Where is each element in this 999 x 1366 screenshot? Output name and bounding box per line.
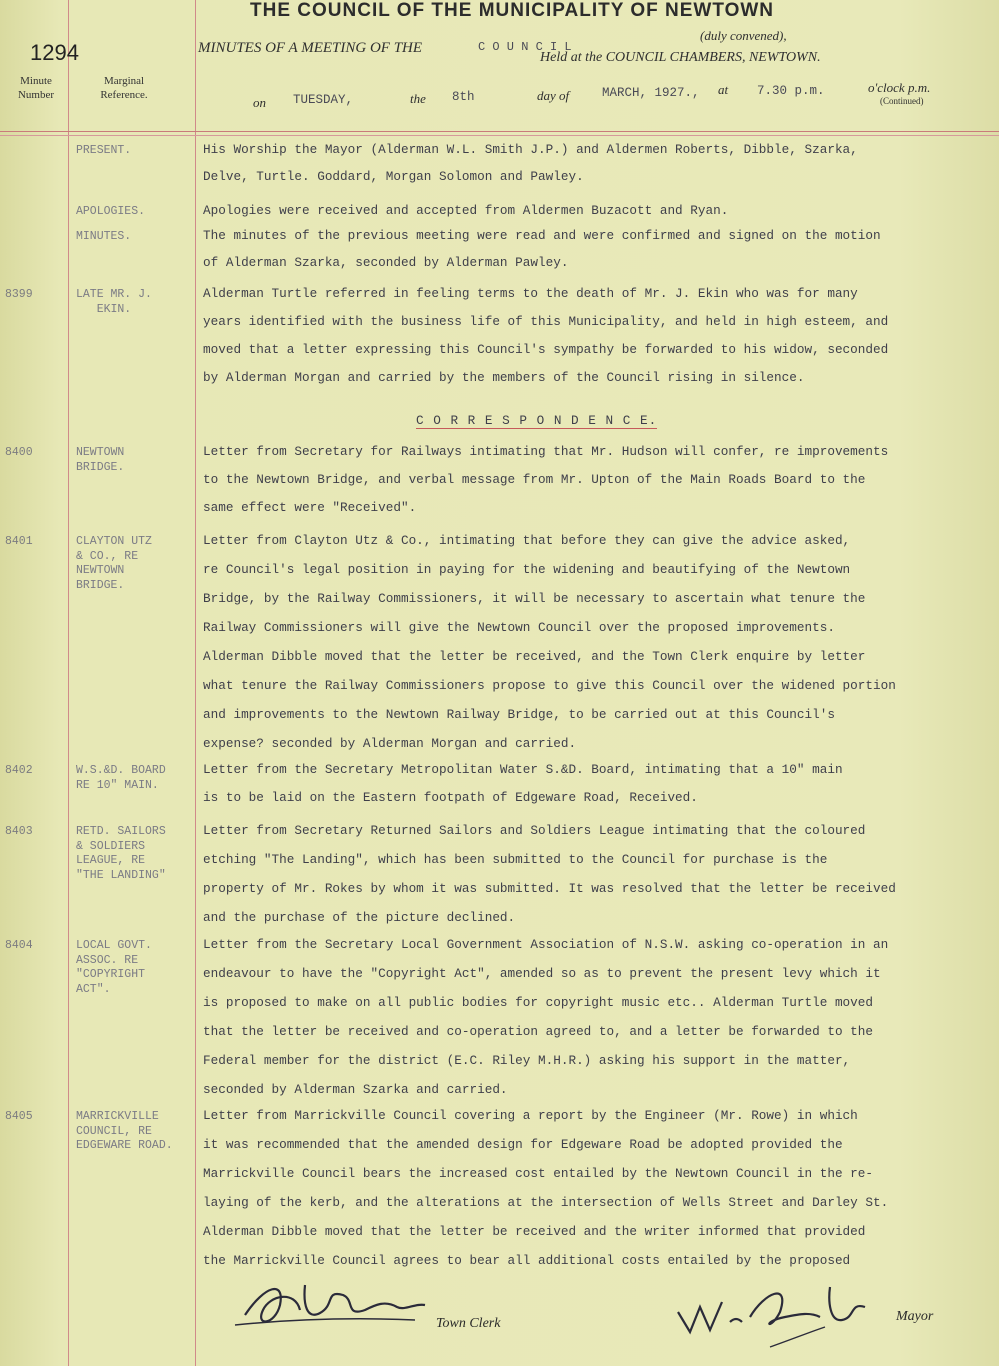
minute-text-line: The minutes of the previous meeting were read and were confirmed and signed on the motion	[203, 228, 881, 243]
marginal-reference: CLAYTON UTZ & CO., RE NEWTOWN BRIDGE.	[76, 535, 152, 592]
minute-text-line: and the purchase of the picture declined.	[203, 910, 516, 925]
minute-text-line: Letter from the Secretary Metropolitan Water S.&D. Board, intimating that a 10" main	[203, 762, 843, 777]
mayor-signature	[670, 1272, 890, 1352]
meeting-month-year: MARCH, 1927.,	[602, 86, 700, 100]
minute-number-column-rule	[68, 0, 69, 1366]
minute-text-line: the Marrickville Council agrees to bear all additional costs entailed by the proposed	[203, 1253, 851, 1268]
marginal-reference: LATE MR. J. EKIN.	[76, 288, 152, 316]
minute-number: 8401	[5, 535, 33, 548]
continued-label: (Continued)	[880, 96, 924, 106]
marginal-reference: LOCAL GOVT. ASSOC. RE "COPYRIGHT ACT".	[76, 939, 152, 996]
day-of-label: day of	[537, 88, 570, 103]
minute-text-line: laying of the kerb, and the alterations at the intersection of Wells Street and Darley St.	[203, 1195, 889, 1210]
minute-text-line: Letter from Secretary for Railways intimating that Mr. Hudson will confer, re improvements	[203, 444, 889, 459]
minute-text-line: Letter from Secretary Returned Sailors and Soldiers League intimating that the coloured	[203, 823, 866, 838]
minute-text-line: etching "The Landing", which has been submitted to the Council for purchase is the	[203, 852, 828, 867]
minute-number: 8402	[5, 764, 33, 777]
town-clerk-label: Town Clerk	[436, 1316, 501, 1331]
council-title: THE COUNCIL OF THE MUNICIPALITY OF NEWTOWN	[250, 0, 775, 21]
minute-number: 8404	[5, 939, 33, 952]
minute-text-line: by Alderman Morgan and carried by the members of the Council rising in silence.	[203, 370, 805, 385]
minute-text-line: His Worship the Mayor (Alderman W.L. Smith J.P.) and Aldermen Roberts, Dibble, Szarka,	[203, 142, 858, 157]
at-label: at	[718, 82, 729, 97]
meeting-date: 8th	[452, 90, 475, 104]
minute-text-line: to the Newtown Bridge, and verbal message from Mr. Upton of the Main Roads Board to the	[203, 472, 866, 487]
minute-text-line: of Alderman Szarka, seconded by Alderman Pawley.	[203, 255, 569, 270]
marginal-reference: MINUTES.	[76, 230, 132, 243]
minute-text-line: Letter from Marrickville Council covering a report by the Engineer (Mr. Rowe) in which	[203, 1108, 858, 1123]
marginal-reference-heading: Marginal Reference.	[100, 75, 148, 101]
minute-text-line: C O R R E S P O N D E N C E.	[416, 413, 658, 428]
header-rule	[0, 131, 999, 132]
minute-text-line: is to be laid on the Eastern footpath of Edgeware Road, Received.	[203, 790, 698, 805]
marginal-reference: APOLOGIES.	[76, 205, 146, 218]
minute-text-line: moved that a letter expressing this Council's sympathy be forwarded to his widow, seconded	[203, 342, 889, 357]
duly-convened-label: (duly convened),	[700, 28, 787, 43]
minute-text-line: Letter from the Secretary Local Government Association of N.S.W. asking co-operation in an	[203, 937, 889, 952]
minute-number: 8403	[5, 825, 33, 838]
minute-text-line: is proposed to make on all public bodies for copyright music etc.. Alderman Turtle moved	[203, 995, 874, 1010]
minute-text-line: Alderman Turtle referred in feeling terms to the death of Mr. J. Ekin who was for many	[203, 286, 858, 301]
page-number: 1294	[30, 40, 79, 65]
meeting-type: C O U N C I L	[478, 40, 572, 54]
minute-text-line: it was recommended that the amended design for Edgeware Road be adopted provided the	[203, 1137, 843, 1152]
minute-number: 8400	[5, 446, 33, 459]
minute-text-line: Marrickville Council bears the increased cost entailed by the Newtown Council in the re-	[203, 1166, 874, 1181]
mayor-label: Mayor	[896, 1309, 934, 1324]
minute-text-line: Federal member for the district (E.C. Riley M.H.R.) asking his support in the matter,	[203, 1053, 851, 1068]
marginal-reference: NEWTOWN BRIDGE.	[76, 446, 125, 474]
marginal-reference: RETD. SAILORS & SOLDIERS LEAGUE, RE "THE LANDING"	[76, 825, 166, 882]
minute-text-line: property of Mr. Rokes by whom it was submitted. It was resolved that the letter be received	[203, 881, 896, 896]
minute-number: 8399	[5, 288, 33, 301]
minute-text-line: Letter from Clayton Utz & Co., intimating that before they can give the advice asked,	[203, 533, 851, 548]
marginal-reference: PRESENT.	[76, 144, 132, 157]
minute-number-heading: Minute Number	[17, 75, 55, 101]
minute-text-line: seconded by Alderman Szarka and carried.	[203, 1082, 508, 1097]
marginal-reference: MARRICKVILLE COUNCIL, RE EDGEWARE ROAD.	[76, 1110, 173, 1152]
minute-number: 8405	[5, 1110, 33, 1123]
minute-text-line: Alderman Dibble moved that the letter be received, and the Town Clerk enquire by letter	[203, 649, 866, 664]
meeting-time: 7.30 p.m.	[757, 84, 825, 98]
minute-text-line: and improvements to the Newtown Railway Bridge, to be carried out at this Council's	[203, 707, 835, 722]
marginal-reference-column-rule	[195, 0, 196, 1366]
on-label: on	[253, 95, 266, 110]
minute-text-line: Delve, Turtle. Goddard, Morgan Solomon and Pawley.	[203, 169, 584, 184]
minute-text-line: Railway Commissioners will give the Newtown Council over the proposed improvements.	[203, 620, 835, 635]
minute-text-line: Alderman Dibble moved that the letter be received and the writer informed that provided	[203, 1224, 866, 1239]
minute-text-line: years identified with the business life of this Municipality, and held in high esteem, and	[203, 314, 889, 329]
minute-text-line: Bridge, by the Railway Commissioners, it will be necessary to ascertain what tenure the	[203, 591, 866, 606]
minute-text-line: what tenure the Railway Commissioners propose to give this Council over the widened portion	[203, 678, 896, 693]
minute-text-line: that the letter be received and co-operation agreed to, and a letter be forwarded to the	[203, 1024, 874, 1039]
minutes-label: MINUTES OF A MEETING OF THE	[198, 40, 423, 56]
minute-text-line: same effect were "Received".	[203, 500, 417, 515]
minute-text-line: Apologies were received and accepted from Aldermen Buzacott and Ryan.	[203, 203, 729, 218]
oclock-label: o'clock p.m.	[868, 80, 931, 95]
minute-text-line: expense? seconded by Alderman Morgan and carried.	[203, 736, 577, 751]
minute-text-line: endeavour to have the "Copyright Act", amended so as to prevent the present levy which it	[203, 966, 881, 981]
held-at-label: Held at the COUNCIL CHAMBERS, NEWTOWN.	[540, 50, 821, 65]
header-rule-double	[0, 135, 999, 136]
minute-text-line: re Council's legal position in paying for the widening and beautifying of the Newtown	[203, 562, 851, 577]
the-label: the	[410, 91, 426, 106]
marginal-reference: W.S.&D. BOARD RE 10" MAIN.	[76, 764, 166, 792]
meeting-day: TUESDAY,	[293, 93, 354, 107]
town-clerk-signature	[225, 1265, 455, 1340]
